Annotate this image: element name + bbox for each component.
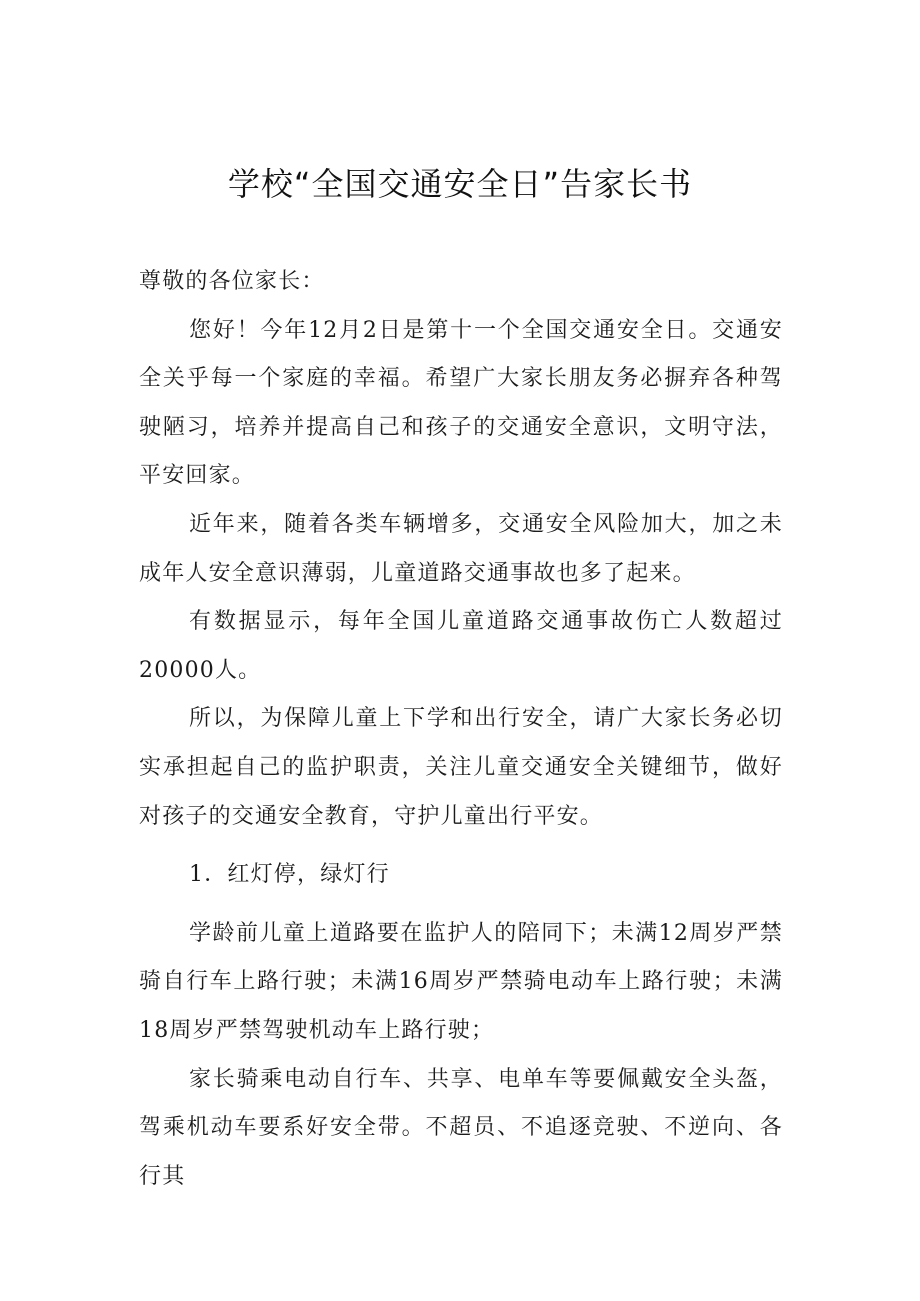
section-paragraph: 家长骑乘电动自行车、共享、电单车等要佩戴安全头盔，驾乘机动车要系好安全带。不超员、不追逐竞驶、不逆向、各行其 bbox=[139, 1066, 783, 1189]
salutation: 尊敬的各位家长： bbox=[139, 269, 325, 294]
paragraph: 有数据显示，每年全国儿童道路交通事故伤亡人数超过20000人。 bbox=[139, 609, 783, 683]
document-title: 学校“全国交通安全日”告家长书 bbox=[227, 165, 693, 203]
section-heading: 1．红灯停，绿灯行 bbox=[189, 862, 390, 888]
section-paragraph: 学龄前儿童上道路要在监护人的陪同下；未满12周岁严禁骑自行车上路行驶；未满16周岁严禁骑电动车上路行驶；未满18周岁严禁驾驶机动车上路行驶； bbox=[139, 920, 783, 1043]
document-body bbox=[139, 258, 783, 1201]
paragraph: 近年来，随着各类车辆增多，交通安全风险加大，加之未成年人安全意识薄弱，儿童道路交通事故也多了起来。 bbox=[139, 511, 783, 586]
paragraph: 所以，为保障儿童上下学和出行安全，请广大家长务必切实承担起自己的监护职责，关注儿童交通安全关键细节，做好对孩子的交通安全教育，守护儿童出行平安。 bbox=[139, 706, 783, 829]
paragraph: 您好！今年12月2日是第十一个全国交通安全日。交通安全关乎每一个家庭的幸福。希望广大家长朋友务必摒弃各种驾驶陋习，培养并提高自己和孩子的交通安全意识，文明守法，平安回家。 bbox=[139, 317, 783, 489]
